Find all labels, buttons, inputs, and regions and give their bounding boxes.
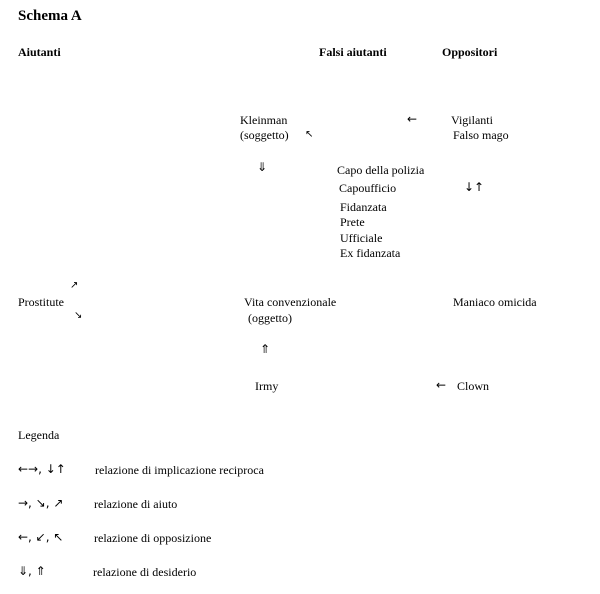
node-kleinman: Kleinman: [240, 113, 288, 127]
legend-symbols-desire: ⇓, ⇑: [18, 564, 46, 578]
node-clown: Clown: [457, 379, 490, 393]
node-vita-convenzionale: Vita convenzionale: [244, 295, 337, 309]
header-opponents: Oppositori: [442, 45, 498, 59]
legend-symbols-opposition: ←, ↙, ↖: [18, 530, 64, 544]
node-oggetto: (oggetto): [248, 311, 292, 325]
header-false-helpers: Falsi aiutanti: [319, 45, 387, 59]
legend-label-reciprocal: relazione di implicazione reciproca: [95, 463, 264, 477]
arrow-ne-icon: ↗: [70, 280, 79, 291]
arrow-nw-icon: ↖: [305, 129, 314, 140]
node-soggetto: (soggetto): [240, 128, 289, 142]
node-prostitute: Prostitute: [18, 295, 65, 309]
node-irmy: Irmy: [255, 379, 279, 393]
arrow-se-icon: ↘: [74, 310, 83, 321]
schema-title: Schema A: [18, 8, 82, 24]
legend-symbols-reciprocal: ←→, ↓↑: [18, 462, 66, 476]
legend-title: Legenda: [18, 428, 60, 442]
node-vigilanti: Vigilanti: [451, 113, 493, 127]
node-maniaco-omicida: Maniaco omicida: [453, 295, 537, 309]
legend-label-help: relazione di aiuto: [94, 497, 178, 511]
arrow-left-clown-icon: ←: [436, 378, 447, 392]
node-prete: Prete: [340, 215, 365, 229]
node-ex-fidanzata: Ex fidanzata: [340, 246, 401, 260]
legend-symbols-help: →, ↘, ↗: [18, 496, 64, 510]
arrow-double-down-icon: ⇓: [257, 160, 268, 174]
node-ufficiale: Ufficiale: [340, 231, 383, 245]
arrow-left-icon: ←: [407, 112, 418, 126]
header-helpers: Aiutanti: [18, 45, 61, 59]
node-falso-mago: Falso mago: [453, 128, 509, 142]
legend-label-opposition: relazione di opposizione: [94, 531, 212, 545]
node-capo-polizia: Capo della polizia: [337, 163, 425, 177]
arrow-down-up-icon: ↓↑: [464, 180, 485, 194]
node-capoufficio: Capoufficio: [339, 181, 397, 195]
arrow-double-up-icon: ⇑: [260, 342, 271, 356]
node-fidanzata: Fidanzata: [340, 200, 387, 214]
legend-label-desire: relazione di desiderio: [93, 565, 197, 579]
